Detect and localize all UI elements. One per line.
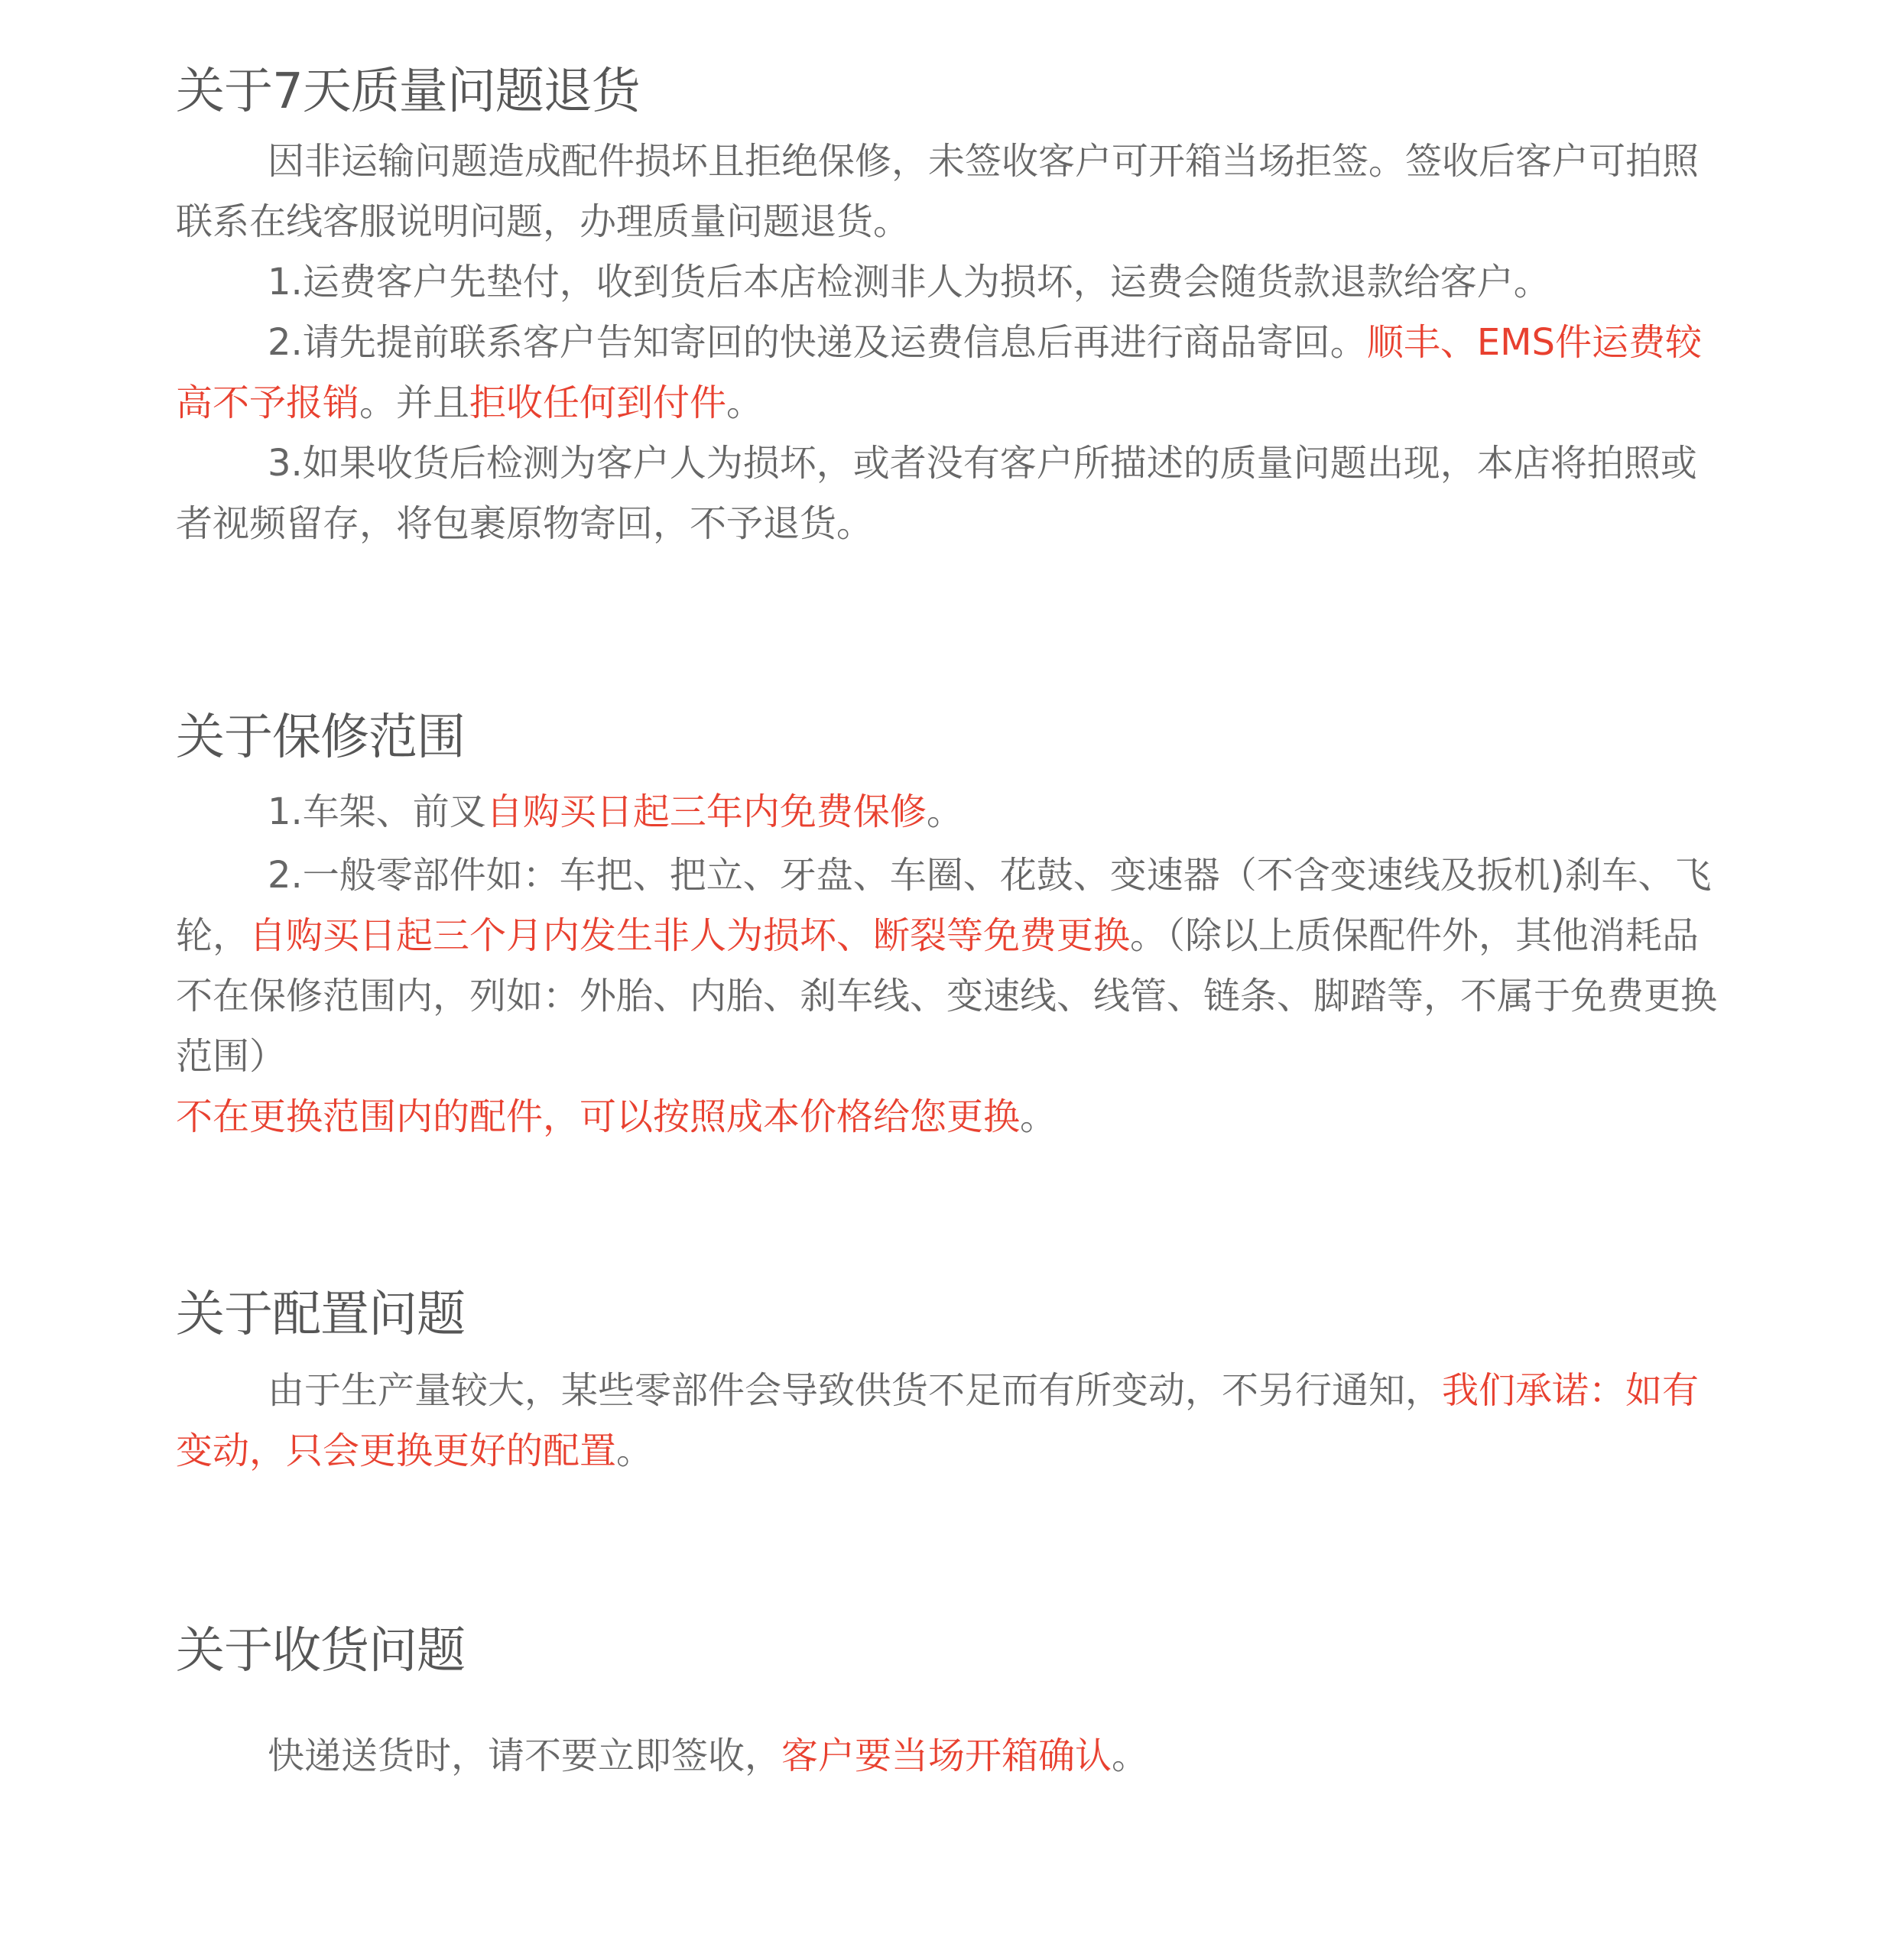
section-title-warranty: 关于保修范围 — [176, 709, 465, 766]
section-configuration — [176, 1284, 1720, 1481]
warranty-item-2-rest: 。（除以上质保配件外，其他消耗品不在保修范围内，列如：外胎、内胎、刹车线、变速线、线管、链条、脚踏等，不属于免费更换范围） — [176, 914, 1718, 1078]
warranty-item-1 — [176, 782, 1720, 842]
warranty-item-1-highlight: 自购买日起三年内免费保修 — [485, 790, 927, 833]
section-title-return: 关于7天质量问题退货 — [176, 63, 640, 120]
warranty-item-1-end: 。 — [926, 790, 963, 833]
config-text-highlight: 我们承诺：如有变动，只会更换更好的配置 — [176, 1369, 1700, 1472]
warranty-item-2 — [176, 845, 1720, 1087]
receive-text-end: 。 — [1112, 1734, 1149, 1777]
warranty-note-end: 。 — [1020, 1095, 1057, 1138]
warranty-note — [176, 1087, 1720, 1147]
return-item-2-highlight-cod: 拒收任何到付件 — [469, 381, 727, 424]
return-item-2-highlight-shipping: 顺丰、EMS件运费较高不予报销 — [176, 321, 1703, 424]
return-item-1: 1.运费客户先垫付，收到货后本店检测非人为损坏，运费会随货款退款给客户。 — [268, 261, 1550, 303]
receive-text-body: 快递送货时，请不要立即签收， — [268, 1734, 782, 1777]
section-warranty-scope — [176, 707, 1720, 1147]
config-text — [176, 1361, 1720, 1481]
warranty-item-1-text: 1.车架、前叉 — [268, 790, 486, 833]
warranty-item-2-highlight: 自购买日起三个月内发生非人为损坏、断裂等免费更换 — [249, 914, 1131, 957]
return-item-2-end: 。 — [726, 381, 764, 424]
return-item-2 — [176, 313, 1720, 433]
section-receiving — [176, 1621, 1720, 1786]
warranty-note-highlight: 不在更换范围内的配件，可以按照成本价格给您更换 — [176, 1095, 1021, 1138]
return-item-3: 3.如果收货后检测为客户人为损坏，或者没有客户所描述的质量问题出现，本店将拍照或者视频留存，将包裹原物寄回，不予退货。 — [176, 442, 1697, 545]
receive-text-highlight: 客户要当场开箱确认 — [781, 1734, 1112, 1777]
receive-text — [176, 1726, 1720, 1786]
section-title-config: 关于配置问题 — [176, 1287, 465, 1343]
config-text-body: 由于生产量较大，某些零部件会导致供货不足而有所变动，不另行通知， — [268, 1369, 1443, 1412]
return-item-2-joiner: 。并且 — [359, 381, 470, 424]
warranty-item-2-text: 2.一般零部件如：车把、把立、牙盘、车圈、花鼓、变速器（不含变速线及扳机)刹车、飞轮， — [176, 854, 1712, 957]
section-title-receive: 关于收货问题 — [176, 1623, 465, 1679]
section-return-policy — [176, 61, 1720, 554]
return-intro: 因非运输问题造成配件损坏且拒绝保修，未签收客户可开箱当场拒签。签收后客户可拍照联系在线客服说明问题，办理质量问题退货。 — [176, 140, 1700, 243]
return-item-2-text: 2.请先提前联系客户告知寄回的快递及运费信息后再进行商品寄回。 — [268, 321, 1367, 364]
config-text-end: 。 — [616, 1429, 654, 1472]
